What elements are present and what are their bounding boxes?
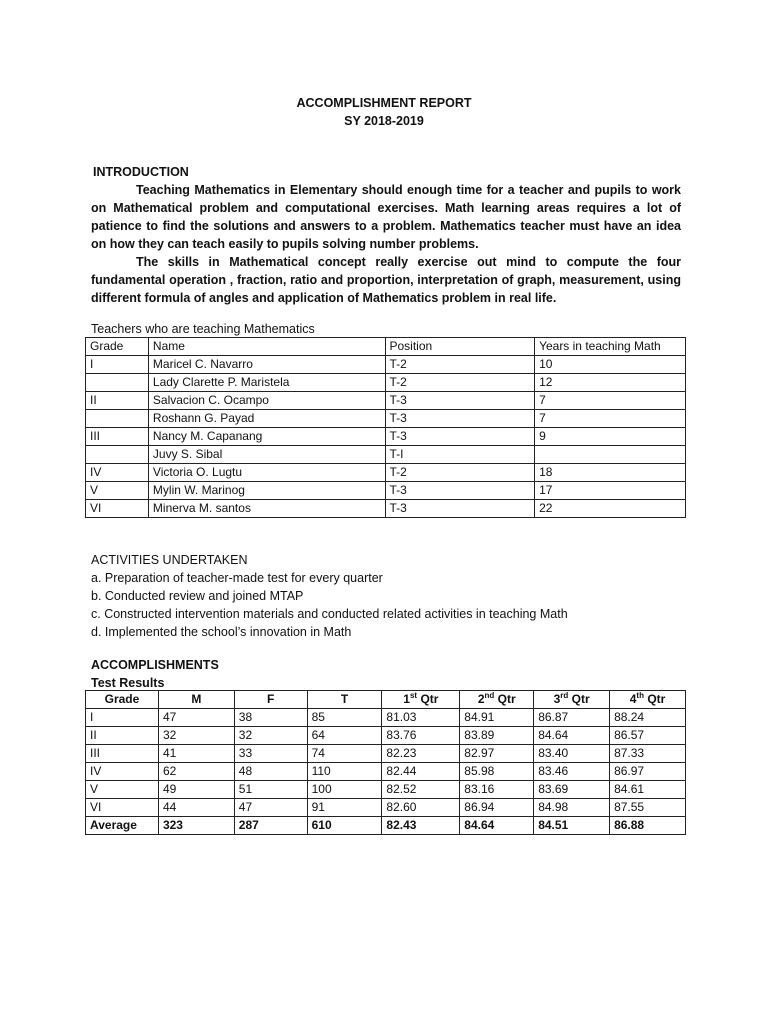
result-q2: 83.16 [460,781,534,799]
q4-number: 4 [629,692,637,706]
teacher-grade: IV [86,464,149,482]
result-q1: 82.43 [382,817,460,835]
result-female: 47 [234,799,307,817]
q3-suffix: rd [560,691,569,700]
report-title: ACCOMPLISHMENT REPORT [296,96,472,110]
result-q3: 84.64 [534,727,610,745]
result-q3: 83.46 [534,763,610,781]
activities-heading: ACTIVITIES UNDERTAKEN [91,553,248,567]
teacher-grade [86,374,149,392]
teacher-years: 22 [535,500,686,518]
table-row [86,745,686,763]
introduction-paragraph-1: Teaching Mathematics in Elementary should enough time for a teacher and pupils to work on Mathematical problem and computational exercises. Math learning areas requires a lot of patience to find the solutions and answers to a problem. Mathematics teacher must have an idea on how they can teach easily to pupils solving number problems. [91,183,681,251]
teachers-caption: Teachers who are teaching Mathematics [91,322,315,336]
table-row [86,500,686,518]
table-row [86,709,686,727]
table-row [86,428,686,446]
result-q2: 86.94 [460,799,534,817]
result-total: 91 [307,799,382,817]
header-name: Name [148,338,385,356]
header-female: F [234,691,307,709]
result-q3: 83.69 [534,781,610,799]
average-row [86,817,686,835]
result-female: 38 [234,709,307,727]
result-male: 62 [158,763,234,781]
activities-section [91,551,681,641]
school-year: SY 2018-2019 [344,114,424,128]
teacher-grade: III [86,428,149,446]
report-title-block [0,94,768,130]
teacher-grade [86,446,149,464]
teacher-position: T-2 [385,464,535,482]
result-grade: Average [86,817,159,835]
table-row [86,446,686,464]
teacher-position: T-3 [385,482,535,500]
table-row [86,799,686,817]
result-female: 32 [234,727,307,745]
q2-suffix: nd [484,691,495,700]
table-row [86,482,686,500]
teacher-position: T-3 [385,410,535,428]
header-q4 [610,691,686,709]
table-row [86,464,686,482]
test-results-table [85,690,686,835]
teacher-grade: VI [86,500,149,518]
result-grade: IV [86,763,159,781]
teacher-position: T-3 [385,500,535,518]
teacher-name: Salvacion C. Ocampo [148,392,385,410]
result-q2: 83.89 [460,727,534,745]
teacher-name: Maricel C. Navarro [148,356,385,374]
header-total: T [307,691,382,709]
introduction-heading: INTRODUCTION [93,165,189,179]
header-years: Years in teaching Math [535,338,686,356]
q2-number: 2 [477,692,485,706]
teacher-years: 7 [535,392,686,410]
q1-label: Qtr [420,692,439,706]
table-row [86,392,686,410]
result-q1: 83.76 [382,727,460,745]
result-q4: 87.55 [610,799,686,817]
result-male: 41 [158,745,234,763]
list-item: a. Preparation of teacher-made test for every quarter [91,571,383,585]
result-grade: III [86,745,159,763]
result-q2: 84.91 [460,709,534,727]
teacher-years: 7 [535,410,686,428]
result-q1: 82.52 [382,781,460,799]
teacher-name: Lady Clarette P. Maristela [148,374,385,392]
header-q1 [382,691,460,709]
teacher-name: Nancy M. Capanang [148,428,385,446]
result-total: 85 [307,709,382,727]
result-q4: 86.88 [610,817,686,835]
introduction-paragraph-2: The skills in Mathematical concept really exercise out mind to compute the four fundamental operation , fraction, ratio and proportion, interpretation of graph, measurement, using different formula of angles and application of Mathematics problem in real life. [91,255,681,305]
result-female: 48 [234,763,307,781]
result-q1: 82.60 [382,799,460,817]
result-grade: I [86,709,159,727]
q4-label: Qtr [647,692,666,706]
result-q4: 86.97 [610,763,686,781]
test-results-subheading: Test Results [91,676,165,690]
q3-number: 3 [553,692,561,706]
teacher-name: Roshann G. Payad [148,410,385,428]
header-grade: Grade [86,691,159,709]
result-female: 287 [234,817,307,835]
q2-label: Qtr [497,692,516,706]
header-q2 [460,691,534,709]
teacher-position: T-3 [385,428,535,446]
teacher-name: Juvy S. Sibal [148,446,385,464]
teacher-years [535,446,686,464]
result-male: 323 [158,817,234,835]
result-q2: 84.64 [460,817,534,835]
teacher-name: Minerva M. santos [148,500,385,518]
teacher-years: 12 [535,374,686,392]
result-q3: 84.51 [534,817,610,835]
list-item: c. Constructed intervention materials and conducted related activities in teaching Math [91,607,568,621]
result-q3: 86.87 [534,709,610,727]
q3-label: Qtr [571,692,590,706]
teacher-position: T-I [385,446,535,464]
table-row [86,356,686,374]
list-item: b. Conducted review and joined MTAP [91,589,304,603]
teacher-name: Victoria O. Lugtu [148,464,385,482]
teacher-grade: I [86,356,149,374]
result-male: 32 [158,727,234,745]
teacher-grade: II [86,392,149,410]
result-q3: 83.40 [534,745,610,763]
result-total: 610 [307,817,382,835]
result-total: 64 [307,727,382,745]
accomplishments-section [91,656,681,692]
teacher-position: T-2 [385,374,535,392]
header-position: Position [385,338,535,356]
results-header-row [86,691,686,709]
teacher-years: 18 [535,464,686,482]
result-male: 44 [158,799,234,817]
result-grade: VI [86,799,159,817]
table-row [86,374,686,392]
q1-number: 1 [403,692,410,706]
result-grade: V [86,781,159,799]
table-row [86,410,686,428]
table-row [86,763,686,781]
result-grade: II [86,727,159,745]
result-total: 74 [307,745,382,763]
result-female: 33 [234,745,307,763]
result-q3: 84.98 [534,799,610,817]
teacher-position: T-3 [385,392,535,410]
result-total: 100 [307,781,382,799]
teacher-years: 9 [535,428,686,446]
teacher-years: 10 [535,356,686,374]
header-male: M [158,691,234,709]
result-male: 47 [158,709,234,727]
result-q1: 82.44 [382,763,460,781]
result-q4: 86.57 [610,727,686,745]
table-row [86,781,686,799]
result-q2: 82.97 [460,745,534,763]
result-q4: 87.33 [610,745,686,763]
teacher-grade: V [86,482,149,500]
result-q4: 88.24 [610,709,686,727]
result-q1: 82.23 [382,745,460,763]
teacher-name: Mylin W. Marinog [148,482,385,500]
result-q1: 81.03 [382,709,460,727]
accomplishments-heading: ACCOMPLISHMENTS [91,658,219,672]
header-q3 [534,691,610,709]
teacher-position: T-2 [385,356,535,374]
introduction-section [91,163,681,307]
result-q4: 84.61 [610,781,686,799]
table-row [86,727,686,745]
teacher-years: 17 [535,482,686,500]
result-total: 110 [307,763,382,781]
q4-suffix: th [636,691,644,700]
result-male: 49 [158,781,234,799]
header-grade: Grade [86,338,149,356]
result-q2: 85.98 [460,763,534,781]
teachers-table [85,337,686,518]
q1-suffix: st [409,691,418,700]
result-female: 51 [234,781,307,799]
teachers-header-row [86,338,686,356]
teacher-grade [86,410,149,428]
list-item: d. Implemented the school’s innovation in Math [91,625,352,639]
